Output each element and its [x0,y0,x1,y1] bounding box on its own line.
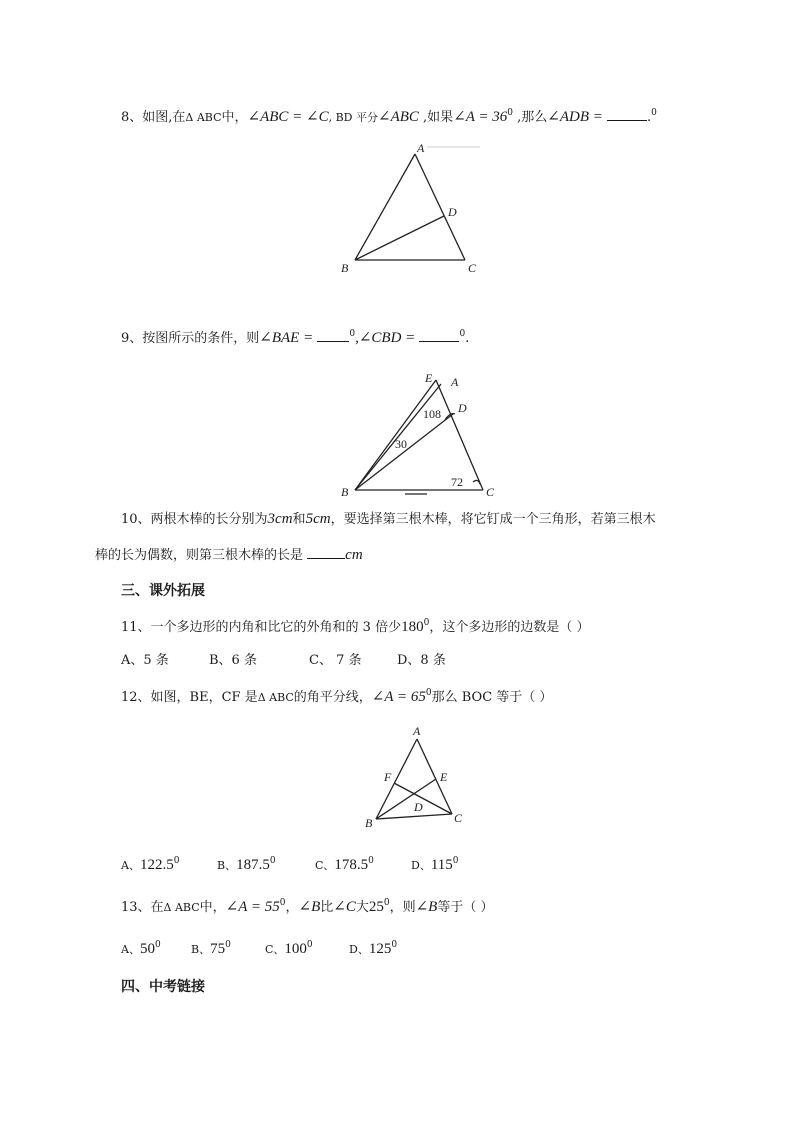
q9-label-b: B [341,485,349,499]
q11-option-a[interactable]: A、5 条 [121,653,169,668]
q8-side-ab [355,154,415,260]
q8-label-b: B [341,261,349,275]
q13-option-d[interactable] [349,940,397,960]
q12-option-d-letter: D、 [411,859,431,872]
q12-option-d-value: 115 [430,857,453,873]
q9-seg-bd [355,414,453,490]
q12-label-e: E [440,770,448,784]
q8-label-a: A [417,141,425,155]
q12-label-a: A [413,724,421,738]
q12-label-f: F [384,770,392,784]
q8-label-c: C [468,261,477,275]
q8-figure [335,140,495,280]
q12-text [121,688,552,708]
q13-than: 比 [320,900,334,915]
q13-option-d-letter: D、 [349,943,369,956]
q13-option-a[interactable] [121,940,191,960]
q12-label-d: D [414,800,423,814]
q13-value: 25 [368,899,384,915]
q13-mid: 中， [199,900,226,915]
q13-option-d-value: 125 [368,941,392,957]
q8-if: ,如果 [418,110,454,125]
q9-angle-72: 72 [451,475,463,489]
q12-triangle: Δ ABC [257,691,294,704]
q8-then: ,那么 [513,110,548,125]
q12-option-c-deg: 0 [368,856,374,866]
q10-line1-rest: ，要选择第三根木棒，将它钉成一个三角形，若第三根木 [330,512,656,527]
q8-answer-blank[interactable] [607,106,647,121]
q8-mid: 中， [221,110,248,125]
q13-option-a-deg: 0 [154,940,161,950]
q8-deg2: 0 [651,108,657,118]
q9-angle-30: 30 [395,437,407,451]
q12-option-a-value: 122.5 [139,857,174,873]
q13-option-b-deg: 0 [225,940,231,950]
q13-options [121,940,397,960]
q13-option-c-deg: 0 [306,940,313,950]
q13-option-b-value: 75 [210,941,226,957]
q13-prefix: 13、在 [121,900,164,915]
q8-prefix: 8、如图,在 [121,110,186,125]
q9-deg1: 0 [349,329,356,339]
q8-side-ac [415,154,465,260]
q9-sep: , [355,330,359,346]
q8-label-d: D [448,205,457,219]
q9-angle-108: 108 [423,407,441,421]
q9-side-be [355,380,436,490]
q11-option-b[interactable]: B、6 条 [209,653,257,668]
q12-option-c[interactable] [315,856,411,876]
q10-line2-text: 棒的长为偶数，则第三根木棒的长是 [95,548,304,563]
q9-label-c: C [486,485,495,499]
q8-cond2: ∠ABC [378,109,419,125]
q13-option-a-letter: A、 [121,943,140,956]
q10-line1 [121,510,656,529]
q13-option-a-value: 50 [139,941,155,957]
q12-option-b[interactable] [217,856,315,876]
q10-unit: cm [345,547,363,563]
q13-deg2: 0 [383,898,390,908]
q8-text: 8、如图,在Δ ABC中，∠ABC = ∠C, BD 平分∠ABC ,如果∠A = $36^0$ ,那么∠ADB = .$^0$ [121,108,657,125]
q10-len1: 3cm [267,511,293,527]
q12-option-a-letter: A、 [121,859,140,872]
q12-cond: ∠A = 65 [371,689,426,705]
q8-seg-bd [355,216,444,260]
q12-option-a[interactable] [121,856,217,876]
section-4-heading: 四、中考链接 [121,979,205,995]
q8-ask: ∠ADB = [547,109,603,125]
q13-angle-b2: ∠B [415,899,438,915]
q11-option-c[interactable]: C、 7 条 [309,653,362,668]
q13-rest: 等于（ ） [437,900,494,915]
q9-ask2: ∠CBD = [358,330,416,346]
q8-bd: , BD 平分 [328,111,379,124]
q12-side-bc [376,814,452,819]
q9-ask1: ∠BAE = [259,330,314,346]
q9-prefix: 9、按图所示的条件，则 [121,331,260,346]
q9-end: . [465,331,470,346]
q9-angle-arc-c [473,480,480,484]
q12-option-b-deg: 0 [269,856,276,866]
q12-option-c-letter: C、 [315,859,335,872]
q12-side-ab [376,739,417,819]
q13-deg1: 0 [279,898,286,908]
q12-option-d-deg: 0 [452,856,459,866]
q12-rest: 那么 BOC 等于（ ） [431,690,553,705]
q13-option-c-letter: C、 [265,943,285,956]
q12-prefix: 12、如图，BE，CF 是 [121,690,258,705]
q12-seg-be [376,779,436,819]
q11-options [121,652,446,670]
q12-deg: 0 [425,688,432,698]
q13-angle-b: ∠B [298,899,321,915]
q11-option-d[interactable]: D、8 条 [397,653,446,668]
q11-rest: ，这个多边形的边数是（ ） [429,620,590,635]
q13-angle-c: ∠C [333,899,356,915]
q13-big: 大 [355,900,369,915]
q13-then: ，则 [389,900,416,915]
q12-mid: 的角平分线， [293,690,372,705]
q12-figure [360,723,480,833]
q9-side-ac [436,380,483,490]
q9-label-a: A [451,375,459,389]
q13-option-c[interactable] [265,940,349,960]
q13-text [121,898,493,918]
q12-option-a-deg: 0 [173,856,180,866]
q13-option-b[interactable] [191,940,265,960]
q13-option-c-value: 100 [284,941,307,957]
q8-deg1: 0 [507,108,514,118]
q10-prefix: 10、两根木棒的长分别为 [121,512,268,527]
q13-option-b-letter: B、 [191,943,211,956]
q8-triangle: Δ ABC [185,111,222,124]
section-3-heading: 三、课外拓展 [121,583,205,599]
q11-deg: 0 [423,618,430,628]
q12-label-c: C [454,811,463,825]
q12-options [121,856,459,876]
q11-text [121,618,589,638]
q9-answer-blank-1[interactable] [317,327,349,342]
q9-text [121,327,469,349]
q12-option-d[interactable] [411,856,459,876]
q12-label-b: B [365,816,373,830]
q10-line2 [95,544,363,565]
q9-label-d: D [458,401,467,415]
q12-option-c-value: 178.5 [334,857,369,873]
q12-option-b-value: 187.5 [236,857,270,873]
q12-option-b-letter: B、 [217,859,237,872]
q9-figure [335,370,505,500]
q10-len2: 5cm [305,511,331,527]
q9-answer-blank-2[interactable] [419,327,459,342]
q8-cond1: ∠ABC = ∠C [247,109,329,125]
q10-and: 和 [292,512,306,527]
q9-deg2: 0 [459,329,466,339]
q8-cond3: ∠A = 36 [453,109,508,125]
q10-answer-blank[interactable] [307,544,345,559]
q13-sep: ， [285,900,299,915]
q11-value: 180 [401,619,424,635]
q9-label-e: E [425,371,433,385]
q13-option-d-deg: 0 [391,940,398,950]
q13-triangle: Δ ABC [163,901,200,914]
q11-prefix: 11、一个多边形的内角和比它的外角和的 3 倍少 [121,620,402,635]
q13-cond1: ∠A = 55 [225,899,280,915]
